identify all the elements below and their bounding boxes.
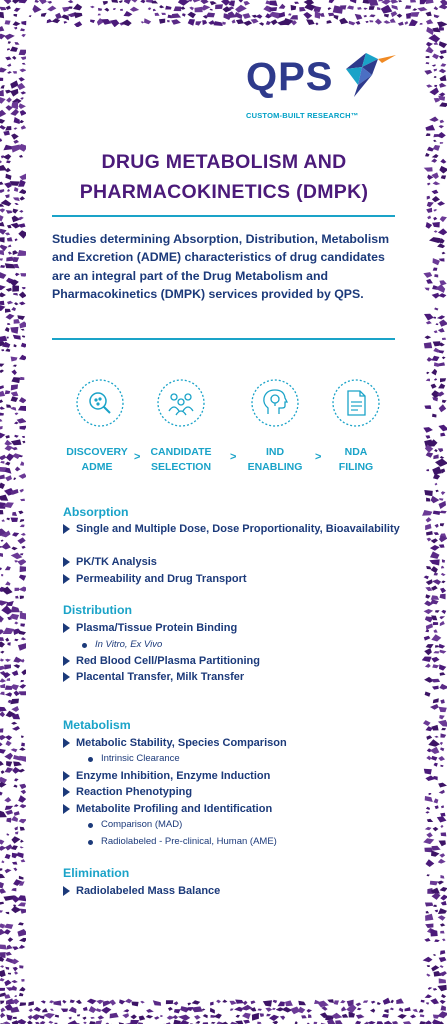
list-item: Radiolabeled Mass Balance — [63, 883, 406, 899]
section-heading-elimination: Elimination — [63, 866, 130, 880]
section-heading-distribution: Distribution — [63, 603, 132, 617]
mosaic-tile — [15, 588, 20, 591]
stage-label-nda: NDA FILING — [338, 446, 374, 473]
triangle-bullet-icon — [63, 557, 70, 567]
triangle-bullet-icon — [63, 771, 70, 781]
list-item: Plasma/Tissue Protein Binding — [63, 620, 406, 636]
mosaic-tile — [166, 1000, 173, 1004]
mosaic-tile — [0, 301, 4, 305]
mosaic-tile — [120, 9, 123, 11]
list-item: Reaction Phenotyping — [63, 784, 406, 800]
team-people-icon — [156, 378, 206, 428]
title-line-1: DRUG METABOLISM AND — [101, 151, 347, 173]
list-item: Single and Multiple Dose, Dose Proportionality, Bioavailability — [63, 521, 406, 537]
triangle-bullet-icon — [63, 574, 70, 584]
logo-tagline: CUSTOM-BUILT RESEARCH™ — [246, 111, 359, 120]
dot-bullet-icon — [88, 757, 93, 762]
mosaic-tile — [410, 0, 416, 3]
sub-list-item: Intrinsic Clearance — [88, 752, 180, 766]
mosaic-tile — [21, 979, 24, 982]
list-item: Metabolic Stability, Species Comparison — [63, 735, 406, 751]
list-item: Permeability and Drug Transport — [63, 571, 406, 587]
triangle-bullet-icon — [63, 623, 70, 633]
dot-bullet-icon — [88, 823, 93, 828]
section-heading-absorption: Absorption — [63, 505, 129, 519]
triangle-bullet-icon — [63, 738, 70, 748]
document-filing-icon — [331, 378, 381, 428]
divider-bottom — [52, 338, 395, 340]
qps-logo — [246, 49, 396, 149]
triangle-bullet-icon — [63, 886, 70, 896]
list-item: PK/TK Analysis — [63, 554, 406, 570]
dot-bullet-icon — [88, 840, 93, 845]
triangle-bullet-icon — [63, 672, 70, 682]
section-heading-metabolism: Metabolism — [63, 718, 131, 732]
sub-list-item: Radiolabeled - Pre-clinical, Human (AME) — [88, 835, 277, 849]
triangle-bullet-icon — [63, 804, 70, 814]
stage-label-ind: IND ENABLING — [247, 446, 303, 473]
mosaic-tile — [1, 574, 3, 576]
chevron-right-icon: > — [134, 451, 141, 463]
list-item: Red Blood Cell/Plasma Partitioning — [63, 653, 406, 669]
list-item: Enzyme Inhibition, Enzyme Induction — [63, 768, 406, 784]
list-item: Placental Transfer, Milk Transfer — [63, 669, 406, 685]
stage-label-candidate: CANDIDATE SELECTION — [150, 446, 212, 473]
mosaic-tile — [420, 23, 423, 25]
divider-top — [52, 215, 395, 217]
chevron-right-icon: > — [315, 451, 322, 463]
mosaic-tile — [12, 285, 19, 291]
mosaic-tile — [215, 4, 223, 9]
mosaic-tile — [19, 965, 23, 968]
mosaic-tile — [167, 20, 170, 22]
head-lightbulb-icon — [250, 378, 300, 428]
triangle-bullet-icon — [63, 656, 70, 666]
mosaic-tile — [20, 377, 25, 380]
mosaic-tile — [0, 78, 3, 82]
mosaic-tile — [340, 5, 346, 9]
sub-list-item: Comparison (MAD) — [88, 818, 182, 832]
content-card — [26, 27, 422, 997]
mosaic-tile — [0, 510, 3, 514]
mosaic-tile — [7, 337, 9, 339]
mosaic-tile — [441, 832, 447, 836]
mosaic-tile — [424, 342, 432, 348]
mosaic-tile — [0, 728, 3, 732]
triangle-bullet-icon — [63, 787, 70, 797]
triangle-bullet-icon — [63, 524, 70, 534]
list-item: Metabolite Profiling and Identification — [63, 801, 406, 817]
magnifier-molecule-icon — [75, 378, 125, 428]
logo-wordmark: QPS — [246, 55, 334, 99]
sub-list-item: In Vitro, Ex Vivo — [82, 638, 162, 652]
hummingbird-icon — [338, 49, 398, 99]
mosaic-tile — [440, 931, 444, 934]
stage-label-discovery: DISCOVERY ADME — [66, 446, 128, 473]
mosaic-tile — [433, 622, 438, 625]
page-title — [26, 147, 422, 207]
mosaic-tile — [425, 903, 433, 907]
chevron-right-icon: > — [230, 451, 237, 463]
mosaic-tile — [424, 848, 432, 853]
intro-paragraph: Studies determining Absorption, Distribution, Metabolism and Excretion (ADME) characteristics of drug candidates are an integral part of the Drug Metabolism and Pharmacokinetics (DMPK) services provided by QPS. — [52, 232, 390, 301]
title-line-2: PHARMACOKINETICS (DMPK) — [79, 181, 369, 203]
dot-bullet-icon — [82, 643, 87, 648]
mosaic-tile — [0, 988, 5, 991]
